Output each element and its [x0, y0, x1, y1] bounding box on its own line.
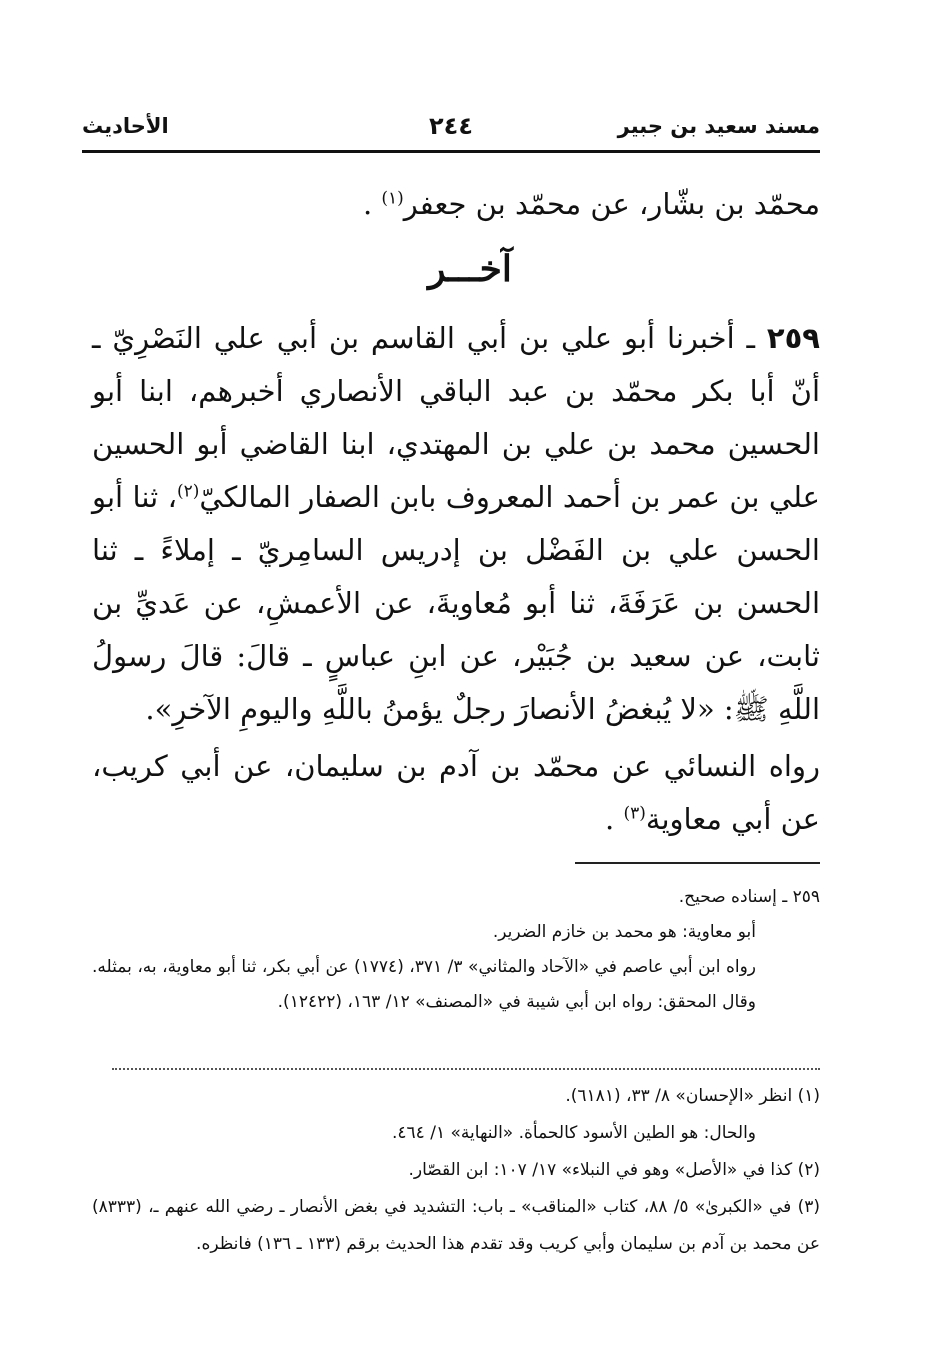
footnote-1: (١) انظر «الإحسان» ٨/ ٣٣، (٦١٨١).: [565, 1086, 820, 1106]
intro-text: محمّد بن بشّار، عن محمّد بن جعفر: [403, 187, 820, 221]
dotted-divider: [112, 1068, 820, 1070]
intro-paragraph: [92, 178, 820, 231]
footnote-divider: [575, 862, 820, 864]
page-number: ٢٤٤: [429, 112, 473, 140]
footnote-2: (٢) كذا في «الأصل» وهو في النبلاء» ١٧/ ١٠٧: ابن القصّار.: [408, 1160, 820, 1180]
takhrij-line-1: ٢٥٩ ـ إسناده صحيح.: [678, 887, 820, 907]
hadith-text-a: ـ أخبرنا أبو علي بن أبي القاسم بن أبي علي النَصْرِيّ ـ أنّ أبا بكر محمّد بن عبد الباقي الأنصاري أخبرهم، ابنا أبو الحسين محمد بن علي بن المهتدي، ابنا القاضي أبو الحسين علي بن عمر بن أحمد المعروف بابن الصفار المالكيّ: [92, 321, 820, 514]
page-header: [82, 108, 820, 148]
narration-paragraph: [92, 740, 820, 846]
hadith-paragraph: [92, 312, 820, 736]
section-name: الأحاديث: [82, 114, 169, 138]
header-rule: [82, 150, 820, 153]
narration-end: .: [605, 802, 624, 836]
section-title: آخـــر: [428, 248, 512, 290]
footnote-ref-3: (٣): [623, 803, 646, 824]
takhrij-line-3: رواه ابن أبي عاصم في «الآحاد والمثاني» ٣/ ٣٧١، (١٧٧٤) عن أبي بكر، ثنا أبو معاوية، به، بمثله. وقال المحقق: رواه ابن أبي شيبة في «المصنف» ١٢/ ١٦٣، (١٢٤٢٢).: [92, 957, 756, 1012]
takhrij-line-2: أبو معاوية: هو محمد بن خازم الضرير.: [492, 922, 756, 942]
hadith-text-b: ، ثنا أبو الحسن علي بن الفَضْل بن إدريس السامِريّ ـ إملاءً ـ ثنا الحسن بن عَرَفَةَ، ثنا أبو مُعاويةَ، عن الأعمشِ، عن عَديِّ بن ثابت، عن سعيد بن جُبَيْر، عن ابنِ عباسٍ ـ قالَ: قالَ رسولُ اللَّهِ ﷺ: «لا يُبغضُ الأنصارَ رجلٌ يؤمنُ باللَّهِ واليومِ الآخرِ».: [92, 480, 821, 726]
footnote-ref-1: (١): [381, 188, 404, 209]
book-title: مسند سعيد بن جبير: [617, 114, 820, 138]
footnote-1b: والحال: هو الطين الأسود كالحمأة. «النهاية» ١/ ٤٦٤.: [392, 1123, 756, 1143]
footnote-3: (٣) في «الكبرىٰ» ٥/ ٨٨، كتاب «المناقب» ـ باب: التشديد في بغض الأنصار ـ رضي الله عنهم ـ، (٨٣٣٣) عن محمد بن آدم بن سليمان وأبي كريب وقد تقدم هذا الحديث برقم (١٣٣ ـ ١٣٦) فانظره.: [92, 1197, 820, 1254]
footnote-ref-2: (٢): [176, 481, 200, 502]
takhrij-footnote: [92, 880, 820, 1020]
intro-end: .: [362, 187, 382, 221]
narration-text: رواه النسائي عن محمّد بن آدم بن سليمان، عن أبي كريب، عن أبي معاوية: [92, 749, 820, 836]
hadith-number: ٢٥٩: [766, 321, 820, 355]
footnotes: [92, 1078, 820, 1263]
